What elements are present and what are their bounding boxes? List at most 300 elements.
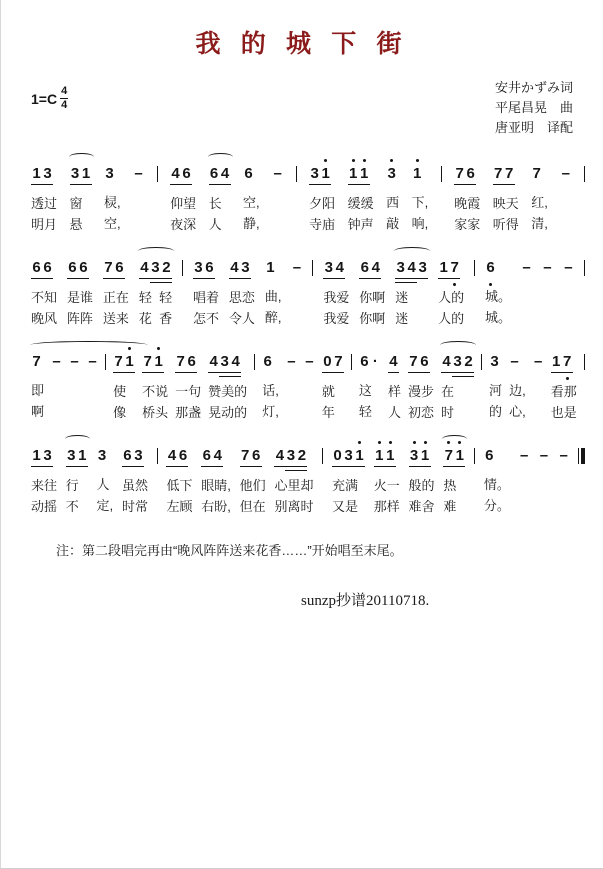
note-char: 1	[354, 446, 365, 466]
note-char: 3	[344, 447, 353, 465]
note-figure	[122, 446, 144, 467]
lyric-line2: 的	[489, 404, 503, 420]
note-figure	[201, 446, 223, 467]
note-figure	[521, 258, 532, 278]
note-char: 6	[244, 165, 253, 183]
notation-cell	[31, 446, 57, 517]
notation-cell	[542, 258, 553, 328]
lyric-line1: 映天	[492, 196, 519, 212]
lyric-line1: 样	[387, 384, 401, 400]
lyric-line1: 人的	[438, 290, 465, 306]
note-figure	[408, 352, 430, 373]
note-char: 4	[167, 447, 177, 465]
barline-thick	[581, 448, 585, 464]
octave-dot-above	[363, 159, 366, 162]
notation-cell	[454, 164, 480, 235]
lyric-line2	[51, 401, 62, 422]
note-char: 3	[490, 353, 499, 371]
lyric-line1: 低下	[166, 478, 193, 494]
note-char: ·	[372, 353, 378, 371]
translator-credit: 唐亚明 译配	[494, 120, 573, 136]
key-label: 1=C	[31, 90, 58, 107]
lyric-line2: 令人	[228, 311, 255, 327]
lyric-line1: 火一	[373, 478, 400, 494]
note-char: 6	[43, 259, 52, 277]
lyric-line2: 左顾	[166, 499, 193, 515]
lyric-line2	[560, 213, 571, 234]
note-char: –	[539, 447, 549, 465]
lyric-line1	[304, 380, 315, 401]
note-figure	[243, 164, 254, 184]
performance-note: 注：第二段唱完再由“晚风阵阵送来花香……”开始唱至末尾。	[56, 543, 403, 559]
lyric-line1: 不说	[142, 384, 169, 400]
barline	[296, 164, 297, 182]
lyric-line2: 人的	[438, 311, 465, 327]
note-figure	[551, 352, 573, 373]
lyric-line1: 这	[358, 383, 372, 399]
lyric-line1: 唱着	[192, 290, 219, 306]
lyric-line2: 明月	[31, 217, 58, 233]
lyric-line2: 空,	[103, 216, 121, 232]
note-char: 4	[371, 259, 380, 277]
notation-cell	[493, 164, 519, 235]
lyric-line1: 是谁	[66, 290, 93, 306]
slur-arc	[208, 153, 233, 161]
notation-cell	[322, 352, 344, 423]
note-char: 7	[143, 353, 152, 371]
note-char: 3	[324, 259, 333, 277]
lyric-line2	[519, 495, 530, 516]
note-figure	[558, 446, 569, 466]
barline	[105, 352, 106, 370]
note-char: 1	[454, 446, 465, 466]
lyric-line2: 晚风	[31, 311, 58, 327]
lyric-line2	[542, 307, 553, 328]
lyric-line1	[519, 474, 530, 495]
note-char: 6	[115, 259, 124, 277]
lyric-line2	[563, 307, 574, 328]
lyric-line1: 眼睛,	[201, 478, 231, 494]
note-figure	[104, 164, 115, 184]
lyric-line1	[69, 380, 80, 401]
lyric-line1: 使	[113, 384, 127, 400]
composer-credit: 平尾昌晃 曲	[494, 100, 573, 116]
note-figure	[519, 446, 530, 466]
note-figure	[359, 352, 381, 372]
note-char: 1	[81, 165, 91, 183]
note-figure	[31, 352, 42, 372]
octave-dot-above	[358, 441, 361, 444]
note-figure	[485, 258, 496, 278]
lyric-line1	[133, 192, 144, 213]
note-char: 6	[466, 165, 475, 183]
octave-dot-above	[413, 441, 416, 444]
lyric-line2: 啊	[31, 404, 45, 420]
note-figure	[229, 258, 251, 279]
note-char: –	[564, 259, 573, 277]
lyric-line2: 家家	[454, 217, 481, 233]
notation-cell	[103, 258, 129, 329]
lyric-line2: 难	[443, 499, 457, 515]
notation-cell	[122, 446, 148, 517]
notation-cell	[409, 446, 435, 517]
notation-system	[31, 352, 585, 423]
lyric-line2: 那盏	[175, 405, 202, 421]
note-char: 7	[176, 353, 185, 371]
note-figure	[142, 352, 164, 373]
notation-system	[31, 446, 585, 517]
note-char: –	[134, 165, 143, 183]
note-figure	[348, 164, 370, 185]
lyric-line2: 人	[208, 217, 222, 233]
note-char: 3	[241, 259, 250, 277]
barline	[584, 258, 585, 276]
octave-dot-above	[352, 159, 355, 162]
note-char: 7	[114, 353, 123, 371]
notation-system	[31, 258, 585, 329]
note-figure	[170, 164, 192, 185]
lyric-line1: 在	[441, 384, 455, 400]
barline	[322, 446, 323, 464]
note-figure	[70, 164, 92, 185]
lyric-line2: 灯,	[262, 404, 279, 420]
note-char: 7	[409, 353, 418, 371]
octave-dot-above	[390, 159, 393, 162]
lyric-line1: 西	[386, 195, 400, 211]
note-char: 2	[297, 447, 307, 465]
note-char: 0	[333, 447, 342, 465]
lyric-line2: 但在	[239, 499, 266, 515]
lyric-line2: 轻	[358, 404, 372, 420]
transcriber-credit: sunzp抄谱20110718.	[301, 593, 430, 610]
lyricist-credit: 安井かずみ词	[494, 80, 573, 95]
note-char: 6	[485, 258, 496, 278]
note-char: 3	[67, 447, 76, 465]
note-char: 4	[442, 353, 451, 371]
notation-cell	[408, 352, 434, 423]
barline-mark	[312, 260, 313, 276]
note-figure	[274, 446, 307, 467]
note-char: 1	[412, 164, 423, 184]
lyric-line1: 思恋	[228, 290, 255, 306]
note-char: 4	[220, 165, 230, 183]
lyric-line1: 红,	[531, 195, 548, 211]
note-char: 7	[334, 353, 343, 371]
notation-cell	[484, 446, 510, 516]
lyric-line2	[286, 401, 297, 422]
note-figure	[322, 352, 344, 373]
note-figure	[69, 352, 80, 372]
barline-mark	[296, 166, 297, 182]
note-figure	[31, 258, 53, 279]
note-char: 1	[439, 259, 448, 277]
notation-cell	[533, 352, 544, 422]
lyric-line2: 别离时	[274, 499, 314, 515]
note-figure	[31, 164, 53, 185]
note-char: 6	[360, 353, 369, 371]
octave-dot-below	[566, 377, 569, 380]
notation-cell	[309, 164, 335, 235]
lyric-line2: 迷	[395, 311, 409, 327]
barline-mark	[105, 354, 106, 370]
note-figure	[560, 164, 571, 184]
notation-cell	[175, 352, 201, 423]
barline-mark	[481, 354, 482, 370]
note-figure	[175, 352, 197, 373]
note-char: 3	[105, 165, 114, 183]
note-char: 4	[275, 447, 285, 465]
note-figure	[542, 258, 553, 278]
notation-cell	[551, 352, 577, 423]
lyric-line1: 不知	[31, 290, 58, 306]
lyric-line2	[533, 401, 544, 422]
lyric-line2: 那样	[373, 499, 400, 515]
barline	[474, 446, 475, 464]
note-figure	[272, 164, 283, 184]
note-char: 7	[562, 352, 573, 372]
lyric-line2: 钟声	[347, 217, 374, 233]
notation-cell	[87, 352, 98, 422]
lyric-line1: 正在	[102, 290, 129, 306]
lyric-line2	[87, 401, 98, 422]
lyric-line1: 你啊	[359, 290, 386, 306]
notation-cell	[170, 164, 196, 235]
notation-cell	[286, 352, 297, 422]
lyric-line1: 话,	[262, 383, 279, 399]
note-figure	[531, 164, 542, 184]
note-char: 1	[78, 447, 87, 465]
notation-cell	[412, 164, 429, 234]
note-char: 4	[231, 353, 240, 371]
note-figure	[87, 352, 98, 372]
lyric-line2: 难舍	[408, 499, 435, 515]
note-figure	[323, 258, 345, 279]
note-char: 1	[374, 446, 385, 466]
lyric-line2	[558, 495, 569, 516]
barline-mark	[351, 354, 352, 370]
lyric-line1	[521, 286, 532, 307]
second-beam	[150, 282, 172, 283]
lyric-line1: 轻 轻	[138, 290, 173, 306]
lyric-line2	[304, 401, 315, 422]
note-char: 3	[396, 259, 405, 277]
notation-cell	[332, 446, 365, 517]
lyric-line2: 静,	[243, 216, 260, 232]
note-figure	[359, 258, 381, 279]
note-char: 6	[360, 259, 369, 277]
lyric-line1: 看那	[550, 384, 577, 400]
lyric-line1: 仰望	[170, 196, 197, 212]
lyric-line2	[133, 213, 144, 234]
lyric-line1	[538, 474, 549, 495]
lyric-line2: 不	[65, 499, 79, 515]
barline	[481, 352, 482, 370]
octave-dot-above	[424, 441, 427, 444]
note-char: –	[273, 165, 282, 183]
lyric-line1: 虽然	[121, 478, 148, 494]
slur-arc	[394, 247, 430, 255]
note-char: 1	[552, 353, 561, 371]
barline	[157, 164, 158, 182]
notation-cell	[240, 446, 266, 517]
note-char: 2	[464, 353, 473, 371]
note-char: 6	[68, 259, 77, 277]
notation-cell	[388, 352, 401, 423]
notation-cell	[438, 258, 464, 329]
note-figure	[388, 352, 399, 373]
octave-dot-above	[157, 347, 160, 350]
lyric-line2: 动摇	[31, 499, 58, 515]
slur-arc	[138, 247, 174, 255]
time-signature	[60, 86, 68, 111]
barline-thin	[578, 448, 580, 464]
lyric-line1	[87, 380, 98, 401]
notation-cell	[359, 258, 385, 329]
final-barline-marks	[578, 448, 585, 464]
note-char: –	[292, 259, 302, 277]
notation-cell	[67, 258, 93, 329]
notation-cell	[441, 352, 474, 423]
note-char: –	[561, 165, 570, 183]
note-figure	[563, 258, 574, 278]
lyric-line1: 河	[489, 383, 503, 399]
note-char: 4	[389, 353, 398, 371]
lyric-line2: 年	[321, 405, 335, 421]
note-figure	[443, 446, 465, 467]
octave-dot-above	[378, 441, 381, 444]
lyric-line2: 城。	[485, 310, 512, 326]
note-char: 3	[418, 259, 427, 277]
lyric-line2	[69, 401, 80, 422]
lyric-line1	[51, 380, 62, 401]
note-char: 6	[182, 165, 191, 183]
lyric-line1: 缓缓	[347, 196, 374, 212]
note-figure	[484, 446, 495, 466]
notation-cell	[31, 352, 44, 422]
notation-score	[1, 164, 603, 517]
note-figure	[240, 446, 262, 467]
barline	[584, 352, 585, 370]
notation-cell	[531, 164, 548, 234]
notation-cell	[374, 446, 400, 517]
lyric-line2: 定,	[96, 498, 114, 514]
lyric-line2	[291, 307, 302, 328]
note-char: 4	[171, 165, 180, 183]
note-char: 7	[443, 446, 454, 466]
lyric-line1	[558, 474, 569, 495]
note-figure	[113, 352, 135, 373]
lyric-line2: 分。	[483, 498, 510, 514]
note-char: 3	[97, 447, 107, 465]
barline	[441, 164, 442, 182]
note-char: –	[522, 259, 531, 277]
notation-cell	[560, 164, 571, 234]
lyric-line2	[538, 495, 549, 516]
lyric-line1: 般的	[408, 478, 435, 494]
notation-cell	[139, 258, 172, 329]
lyric-line2: 送来	[102, 311, 129, 327]
note-char: –	[534, 353, 543, 371]
lyric-line1: 透过	[31, 196, 58, 212]
lyric-line1: 晚霞	[454, 196, 481, 212]
notation-cell	[262, 352, 279, 422]
note-char: 6	[485, 447, 494, 465]
lyric-line1: 心里却	[274, 478, 314, 494]
note-figure	[509, 352, 520, 372]
lyric-line2: 我爱	[323, 311, 350, 327]
notation-cell	[70, 164, 92, 235]
note-figure	[265, 258, 276, 278]
lyric-line2: 夜深	[170, 217, 197, 233]
note-char: 2	[162, 259, 171, 277]
notation-cell	[113, 352, 135, 423]
lyric-line1	[286, 380, 297, 401]
lyric-line2: 人	[387, 405, 401, 421]
note-char: 3	[310, 165, 319, 183]
lyric-line2: 花 香	[138, 311, 173, 327]
note-figure	[489, 352, 500, 372]
notation-cell	[386, 164, 399, 234]
notation-cell	[521, 258, 532, 328]
lyric-line2: 像	[113, 405, 127, 421]
barline	[474, 258, 475, 276]
note-char: 4	[407, 259, 416, 277]
lyric-line2: 悬	[69, 217, 83, 233]
note-char: 4	[140, 259, 149, 277]
note-char: 3	[386, 164, 397, 184]
note-char: 3	[134, 447, 143, 465]
barline	[254, 352, 255, 370]
note-char: –	[70, 353, 79, 371]
note-figure	[97, 446, 108, 466]
lyric-line1	[533, 380, 544, 401]
note-char: 0	[323, 353, 332, 371]
note-char: 1	[348, 164, 359, 184]
barline	[312, 258, 313, 276]
note-figure	[166, 446, 188, 467]
notation-cell	[265, 258, 282, 328]
note-char: 7	[494, 165, 503, 183]
note-figure	[374, 446, 396, 467]
note-char: 6	[187, 353, 196, 371]
note-char: 1	[153, 352, 164, 372]
lyric-line2: 阵阵	[66, 311, 93, 327]
lyric-line2: 心,	[509, 404, 526, 420]
notation-cell	[243, 164, 260, 234]
notation-cell	[142, 352, 168, 423]
barline-mark	[157, 166, 158, 182]
lyric-line1: 即	[31, 383, 45, 399]
note-char: 6	[209, 165, 219, 183]
barline-mark	[474, 448, 475, 464]
notation-cell	[133, 164, 144, 234]
note-char: 4	[209, 353, 218, 371]
note-figure	[209, 164, 231, 185]
note-char: –	[519, 447, 529, 465]
note-char: 6	[205, 259, 214, 277]
notation-cell	[31, 164, 57, 235]
lyric-line1: 一句	[175, 384, 202, 400]
credits-block	[495, 78, 573, 138]
slur-arc	[69, 153, 94, 161]
lyric-line1: 边,	[509, 383, 526, 399]
notation-cell	[323, 258, 349, 329]
lyric-line1	[563, 286, 574, 307]
note-figure	[493, 164, 515, 185]
song-title: 我 的 城 下 街	[195, 31, 409, 58]
note-char: 3	[43, 165, 52, 183]
barline-mark	[474, 260, 475, 276]
